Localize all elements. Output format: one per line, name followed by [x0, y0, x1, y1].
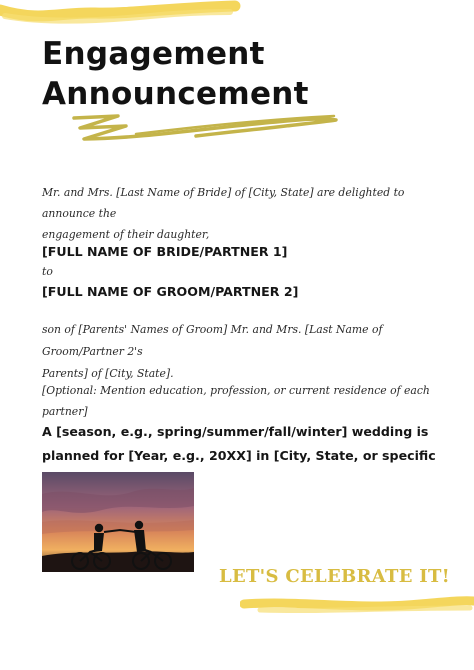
intro-line-1: Mr. and Mrs. [Last Name of Bride] of [City, State] are delighted to announce the — [42, 186, 405, 220]
wedding-line-2: planned for [Year, e.g., 20XX] in [City, State, or specific — [42, 448, 436, 463]
wedding-line-1: A [season, e.g., spring/summer/fall/winter] wedding is — [42, 424, 429, 439]
partner-2-name: [FULL NAME OF GROOM/PARTNER 2] — [42, 284, 299, 299]
parents-line-2: Parents] of [City, State]. — [42, 367, 174, 380]
partner-1-name: [FULL NAME OF BRIDE/PARTNER 1] — [42, 244, 288, 259]
bottom-brush-stroke — [240, 592, 474, 620]
title-line-1: Engagement — [42, 36, 265, 72]
connector-to: to — [42, 265, 53, 278]
optional-note: [Optional: Mention education, profession, or current residence of each partner] — [42, 384, 430, 418]
intro-paragraph — [42, 182, 442, 245]
page-title — [42, 34, 309, 114]
parents-paragraph — [42, 319, 442, 385]
intro-line-2: engagement of their daughter, — [42, 228, 210, 241]
top-brush-stroke — [0, 0, 250, 32]
title-line-2: Announcement — [42, 76, 309, 112]
title-underline-scribble — [66, 108, 342, 148]
couple-cycling-photo — [42, 472, 194, 572]
celebrate-heading: LET'S CELEBRATE IT! — [219, 566, 450, 587]
parents-line-1: son of [Parents' Names of Groom] Mr. and Mrs. [Last Name of Groom/Partner 2's — [42, 323, 383, 358]
